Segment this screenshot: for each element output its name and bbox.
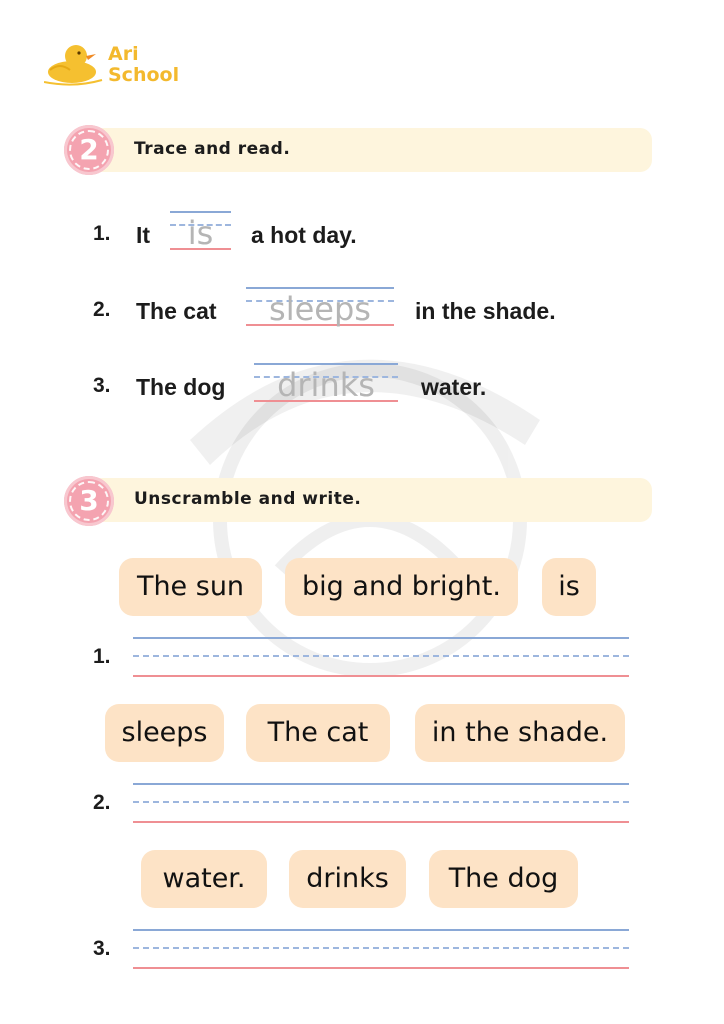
writing-line[interactable] xyxy=(133,783,629,825)
write-item-number: 3. xyxy=(93,937,111,960)
section-3-number: 3 xyxy=(79,484,99,517)
write-item-number: 1. xyxy=(93,645,111,668)
section-3-badge xyxy=(64,476,114,526)
word-chip[interactable]: is xyxy=(542,558,596,616)
word-chip[interactable]: sleeps xyxy=(105,704,224,762)
trace-word: sleeps xyxy=(269,290,371,328)
trace-text-after: water. xyxy=(421,374,487,400)
word-chip[interactable]: water. xyxy=(141,850,267,908)
writing-line[interactable] xyxy=(133,637,629,679)
section-2-title: Trace and read. xyxy=(134,139,291,159)
word-chip[interactable]: big and bright. xyxy=(285,558,518,616)
word-chip[interactable]: The sun xyxy=(119,558,262,616)
word-chip[interactable]: The cat xyxy=(246,704,390,762)
section-3-title: Unscramble and write. xyxy=(134,489,362,509)
trace-word-box[interactable] xyxy=(170,211,231,251)
logo-text-ari: Ari xyxy=(108,43,139,65)
word-chip[interactable]: drinks xyxy=(289,850,406,908)
trace-item-number: 2. xyxy=(93,298,111,321)
section-2-badge xyxy=(64,125,114,175)
logo-text-school: School xyxy=(108,64,180,86)
section-3-header xyxy=(90,478,652,522)
trace-word: drinks xyxy=(277,366,375,404)
trace-word-box[interactable] xyxy=(246,287,394,327)
section-2-header xyxy=(90,128,652,172)
trace-text-after: in the shade. xyxy=(415,298,556,324)
trace-item-number: 3. xyxy=(93,374,111,397)
trace-text-before: The dog xyxy=(136,374,226,400)
write-item-number: 2. xyxy=(93,791,111,814)
word-chip[interactable]: The dog xyxy=(429,850,578,908)
word-chip[interactable]: in the shade. xyxy=(415,704,625,762)
trace-word: is xyxy=(187,214,214,252)
trace-item-number: 1. xyxy=(93,222,111,245)
section-2-number: 2 xyxy=(79,133,99,166)
trace-text-after: a hot day. xyxy=(251,222,357,248)
writing-line[interactable] xyxy=(133,929,629,971)
trace-text-before: It xyxy=(136,222,151,248)
trace-text-before: The cat xyxy=(136,298,217,324)
trace-word-box[interactable] xyxy=(254,363,398,403)
ari-school-logo xyxy=(44,40,194,90)
duck-logo-icon xyxy=(44,40,104,86)
